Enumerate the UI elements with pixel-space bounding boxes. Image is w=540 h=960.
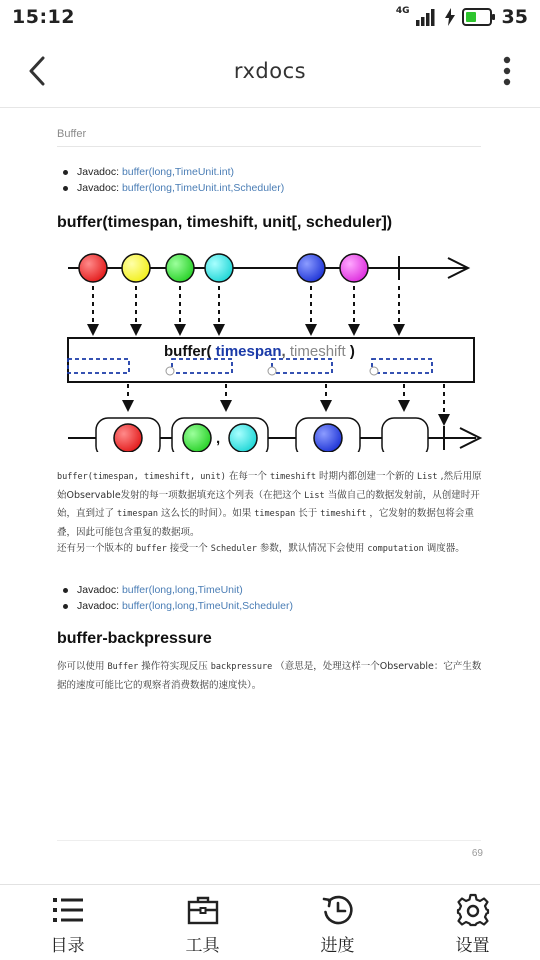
status-bar bbox=[0, 0, 540, 34]
nav-label: 工具 bbox=[185, 936, 220, 956]
list-item: Javadoc: buffer(long,long,TimeUnit,Scheduler) bbox=[60, 598, 293, 614]
footer-divider bbox=[57, 840, 481, 841]
javadoc-list-1 bbox=[60, 164, 284, 196]
nav-item-contents[interactable] bbox=[0, 885, 135, 960]
history-clock-icon bbox=[321, 893, 355, 927]
source-marbles bbox=[79, 254, 368, 282]
list-icon bbox=[51, 893, 85, 927]
paragraph-1: buffer(timespan, timeshift, unit) 在每一个 timeshift 时期内都创建一个新的 List ,然后用原始Observable发射的每一项数据填充这个列表（在把这个 List 当做自己的数据发射前，从创建时开始，直到过了 timespan 这么长的时间）。如果 timespan 长于 timeshift ，它发射的数据包将会重叠，因此可能包含重复的数据项。 bbox=[57, 471, 482, 538]
page-number: 69 bbox=[471, 848, 483, 859]
marble-cyan bbox=[205, 254, 233, 282]
list-item: Javadoc: buffer(long,long,TimeUnit) bbox=[60, 582, 293, 598]
chevron-left-icon bbox=[27, 56, 47, 86]
marble-magenta bbox=[340, 254, 368, 282]
buffer-comma: , bbox=[216, 430, 221, 447]
buffer-marble-diagram bbox=[56, 244, 496, 452]
nav-label: 设置 bbox=[455, 936, 490, 956]
nav-label: 目录 bbox=[50, 936, 85, 956]
marble-red bbox=[79, 254, 107, 282]
marble-blue bbox=[297, 254, 325, 282]
result-marble-cyan bbox=[229, 424, 257, 452]
output-arrows bbox=[128, 384, 444, 416]
input-arrowheads bbox=[87, 324, 405, 336]
javadoc-link[interactable]: buffer(long,TimeUnit.int) bbox=[121, 166, 234, 178]
javadoc-link[interactable]: buffer(long,TimeUnit.int,Scheduler) bbox=[121, 182, 285, 194]
app-bar bbox=[0, 34, 540, 108]
page-header: Buffer bbox=[57, 128, 87, 140]
toolbox-icon bbox=[186, 893, 220, 927]
paragraph-2: 还有另一个版本的 buffer 接受一个 Scheduler 参数，默认情况下会使用 computation 调度器。 bbox=[57, 543, 465, 554]
app-title: rxdocs bbox=[233, 58, 307, 83]
vertical-dots-icon bbox=[503, 56, 511, 86]
section-title: buffer(timespan, timeshift, unit[, scheduler]) bbox=[57, 214, 393, 231]
result-marble-red bbox=[114, 424, 142, 452]
result-marble-green bbox=[183, 424, 211, 452]
charging-bolt-icon bbox=[444, 8, 456, 26]
header-divider bbox=[57, 146, 481, 147]
more-options-button[interactable] bbox=[492, 52, 522, 90]
marble-yellow bbox=[122, 254, 150, 282]
javadoc-link[interactable]: buffer(long,long,TimeUnit) bbox=[121, 584, 243, 596]
back-button[interactable] bbox=[18, 52, 56, 90]
nav-label: 进度 bbox=[320, 936, 355, 956]
input-arrows bbox=[93, 286, 399, 330]
javadoc-list-2 bbox=[60, 582, 293, 614]
buffer-4 bbox=[382, 418, 428, 452]
battery-icon bbox=[462, 8, 496, 26]
nav-item-progress[interactable] bbox=[270, 885, 405, 960]
gear-icon bbox=[456, 893, 490, 927]
marble-green bbox=[166, 254, 194, 282]
bottom-navigation bbox=[0, 884, 540, 960]
status-icons bbox=[396, 6, 528, 28]
list-item: Javadoc: buffer(long,TimeUnit.int,Scheduler) bbox=[60, 180, 284, 196]
network-type: 4G bbox=[395, 6, 410, 16]
signal-icon bbox=[416, 8, 438, 26]
battery-level: 35 bbox=[501, 6, 528, 28]
status-time: 15:12 bbox=[12, 6, 75, 28]
javadoc-link[interactable]: buffer(long,long,TimeUnit,Scheduler) bbox=[121, 600, 293, 612]
result-marble-blue bbox=[314, 424, 342, 452]
document-page[interactable] bbox=[0, 108, 540, 884]
nav-item-settings[interactable] bbox=[405, 885, 540, 960]
operator-label: buffer( timespan, timeshift ) bbox=[164, 343, 355, 360]
section-title: buffer-backpressure bbox=[57, 630, 212, 647]
list-item: Javadoc: buffer(long,TimeUnit.int) bbox=[60, 164, 284, 180]
result-buffers bbox=[96, 418, 428, 452]
paragraph-3: 你可以使用 Buffer 操作符实现反压 backpressure （意思是，处理这样一个Observable：它产生数据的速度可能比它的观察者消费数据的速度快）。 bbox=[57, 661, 482, 691]
nav-item-tools[interactable] bbox=[135, 885, 270, 960]
